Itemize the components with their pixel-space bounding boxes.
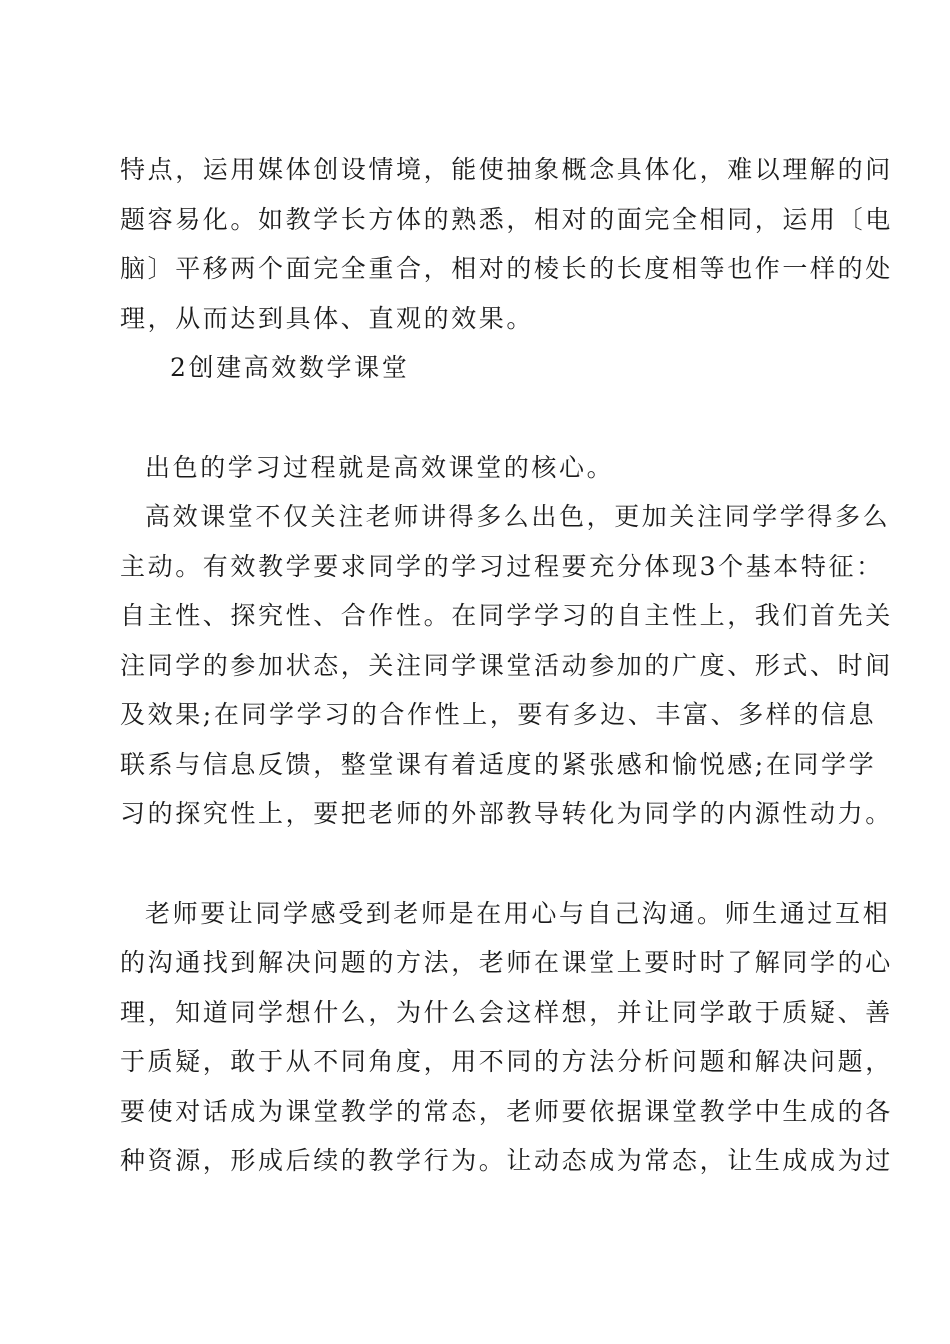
text-line: 要使对话成为课堂教学的常态，老师要依据课堂教学中生成的各 bbox=[120, 1097, 893, 1126]
text-line: 于质疑，敢于从不同角度，用不同的方法分析问题和解决问题， bbox=[120, 1047, 893, 1076]
text-line: 注同学的参加状态，关注同学课堂活动参加的广度、形式、时间 bbox=[120, 651, 893, 680]
text-line: 联系与信息反馈，整堂课有着适度的紧张感和愉悦感;在同学学 bbox=[120, 750, 877, 779]
text-line: 种资源，形成后续的教学行为。让动态成为常态，让生成成为过 bbox=[120, 1146, 893, 1175]
text-line: 习的探究性上，要把老师的外部教导转化为同学的内源性动力。 bbox=[120, 799, 893, 828]
text-line bbox=[120, 1193, 832, 1229]
text-line: 及效果;在同学学习的合作性上，要有多边、丰富、多样的信息 bbox=[120, 700, 877, 729]
text-line: 高效课堂不仅关注老师讲得多么出色，更加关注同学学得多么 bbox=[145, 502, 891, 531]
text-line: 老师要让同学感受到老师是在用心与自己沟通。师生通过互相 bbox=[145, 899, 891, 928]
text-line: 理，从而达到具体、直观的效果。 bbox=[120, 304, 535, 333]
text-line: 的沟通找到解决问题的方法，老师在课堂上要时时了解同学的心 bbox=[120, 948, 893, 977]
text-line: 理，知道同学想什么，为什么会这样想，并让同学敢于质疑、善 bbox=[120, 998, 893, 1027]
text-line: 特点，运用媒体创设情境，能使抽象概念具体化，难以理解的问 bbox=[120, 155, 893, 184]
text-line: 主动。有效教学要求同学的学习过程要充分体现3个基本特征： bbox=[120, 552, 884, 581]
text-line: 自主性、探究性、合作性。在同学学习的自主性上，我们首先关 bbox=[120, 601, 893, 630]
text-line: 题容易化。如教学长方体的熟悉，相对的面完全相同，运用〔电 bbox=[120, 205, 893, 234]
section-heading: 2创建高效数学课堂 bbox=[170, 353, 410, 382]
text-line: 脑〕平移两个面完全重合，相对的棱长的长度相等也作一样的处 bbox=[120, 254, 893, 283]
text-line: 出色的学习过程就是高效课堂的核心。 bbox=[145, 453, 615, 482]
